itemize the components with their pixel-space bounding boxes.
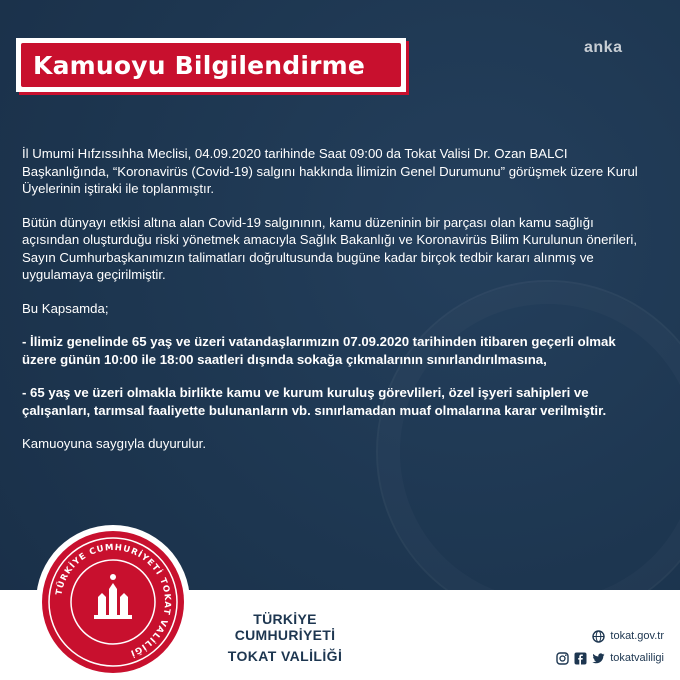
anka-logo: anka — [584, 39, 623, 56]
org-line-2: TOKAT VALİLİĞİ — [227, 648, 343, 664]
paragraph-3: Bu Kapsamda; — [22, 300, 109, 316]
announcement-body — [22, 145, 652, 469]
seal-graphic — [42, 531, 184, 673]
contact-info — [551, 627, 664, 671]
social-row — [551, 649, 664, 667]
closing-line: Kamuoyuna saygıyla duyurulur. — [22, 436, 206, 451]
paragraph-1: İl Umumi Hıfzıssıhha Meclisi, 04.09.2020 tarihinde Saat 09:00 da Tokat Valisi Dr. Ozan BALCI Başkanlığında, “Koronavirüs (Covid-19) salgını hakkında İlimizin Genel Durumunu” görüşmek üzere Kurul Üyelerinin iştiraki ile toplanmıştır. — [22, 146, 638, 196]
organization-name — [201, 611, 369, 664]
social-handle[interactable]: tokatvaliligi — [610, 652, 664, 664]
instagram-icon[interactable] — [556, 652, 569, 665]
org-line-1: TÜRKİYE CUMHURİYETİ — [234, 611, 336, 643]
title-banner — [16, 38, 406, 92]
decision-item-2: - 65 yaş ve üzeri olmakla birlikte kamu ve kurum kuruluş görevlileri, özel işyeri sahipleri ve çalışanları, tarımsal faaliyette bulunanların vb. sınırlamadan muaf olmalarına karar verilmiştir. — [22, 385, 607, 418]
website-row — [551, 627, 664, 645]
page-title: Kamuoyu Bilgilendirme — [33, 50, 366, 80]
seal-text: TÜRKİYE CUMHURİYETİ TOKAT VALİLİĞİ — [54, 542, 173, 658]
governorship-seal — [42, 531, 184, 673]
twitter-icon[interactable] — [592, 652, 605, 665]
globe-icon — [592, 630, 605, 643]
website-link[interactable]: tokat.gov.tr — [610, 630, 664, 642]
facebook-icon[interactable] — [574, 652, 587, 665]
decision-item-1: - İlimiz genelinde 65 yaş ve üzeri vatandaşlarımızın 07.09.2020 tarihinden itibaren geçerli olmak üzere günün 10:00 ile 18:00 saatleri dışında sokağa çıkmalarının sınırlandırılmasına, — [22, 334, 616, 367]
seal-emblem-icon — [94, 574, 132, 619]
paragraph-2: Bütün dünyayı etkisi altına alan Covid-19 salgınının, kamu düzeninin bir parçası olan kamu sağlığı açısından oluşturduğu riski yönetmek amacıyla Sağlık Bakanlığı ve Koronavirüs Bilim Kurulunun önerileri, Sayın Cumhurbaşkanımızın talimatları doğrultusunda bugüne kadar birçok tedbir kararı alınmış ve uygulamaya geçirilmiştir. — [22, 214, 637, 282]
